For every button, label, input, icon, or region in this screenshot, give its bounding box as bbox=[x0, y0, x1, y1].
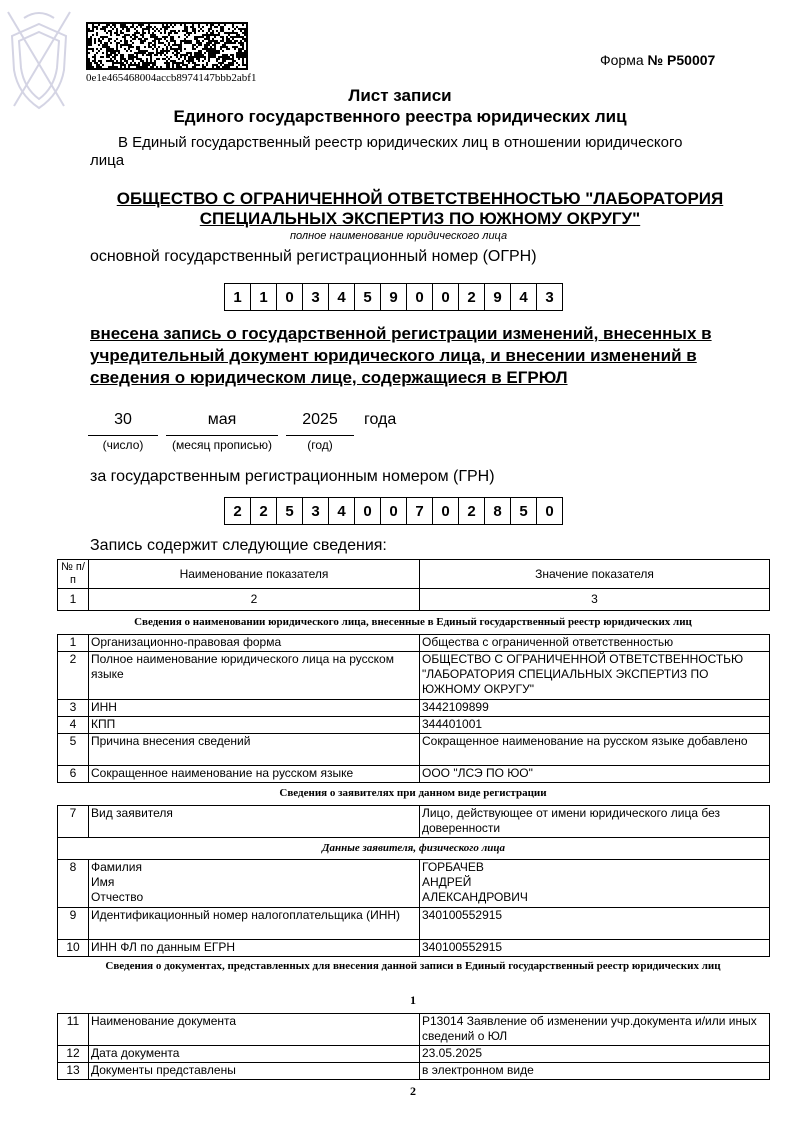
org-name-caption: полное наименование юридического лица bbox=[290, 230, 508, 242]
intro-text: В Единый государственный реестр юридических лиц в отношении юридического лица bbox=[90, 134, 683, 169]
table-row bbox=[58, 700, 770, 717]
row-value: 3442109899 bbox=[420, 700, 770, 717]
grn-digit: 8 bbox=[485, 498, 511, 524]
ogrn-digit: 1 bbox=[225, 284, 251, 310]
ogrn-digit: 9 bbox=[485, 284, 511, 310]
grn-digit-boxes bbox=[224, 497, 563, 525]
applicant-subheader: Данные заявителя, физического лица bbox=[58, 838, 770, 860]
grn-digit: 5 bbox=[277, 498, 303, 524]
row-number: 1 bbox=[58, 635, 89, 652]
grn-digit: 4 bbox=[329, 498, 355, 524]
row-number: 6 bbox=[58, 766, 89, 783]
ogrn-digit: 4 bbox=[511, 284, 537, 310]
ogrn-digit: 0 bbox=[407, 284, 433, 310]
row-value bbox=[420, 860, 770, 908]
date-year-caption: (год) bbox=[307, 438, 333, 452]
section-title-documents: Сведения о документах, представленных для внесения данной записи в Единый государственный реестр юридических лиц bbox=[105, 960, 721, 972]
row-name: КПП bbox=[89, 717, 420, 734]
ogrn-digit: 2 bbox=[459, 284, 485, 310]
table-header bbox=[57, 559, 770, 611]
ogrn-digit-boxes bbox=[224, 283, 563, 311]
row-value: Лицо, действующее от имени юридического лица без доверенности bbox=[420, 806, 770, 838]
grn-digit: 0 bbox=[381, 498, 407, 524]
row-value: 340100552915 bbox=[420, 908, 770, 940]
table-section-name bbox=[57, 634, 770, 783]
surname-label: Фамилия bbox=[91, 860, 142, 874]
table-row bbox=[58, 806, 770, 838]
table-row bbox=[58, 1063, 770, 1080]
row-value: 344401001 bbox=[420, 717, 770, 734]
table-section-applicants bbox=[57, 805, 770, 957]
row-number: 3 bbox=[58, 700, 89, 717]
table-row bbox=[58, 635, 770, 652]
row-number: 11 bbox=[58, 1014, 89, 1046]
section-title-applicants: Сведения о заявителях при данном виде регистрации bbox=[279, 787, 547, 799]
row-name: Полное наименование юридического лица на русском языке bbox=[89, 652, 420, 700]
row-value: 23.05.2025 bbox=[420, 1046, 770, 1063]
col-index: 1 bbox=[58, 589, 89, 611]
ogrn-digit: 1 bbox=[251, 284, 277, 310]
row-number: 4 bbox=[58, 717, 89, 734]
grn-digit: 2 bbox=[459, 498, 485, 524]
row-name bbox=[89, 860, 420, 908]
row-name: Вид заявителя bbox=[89, 806, 420, 838]
barcode-code: 0e1e465468004accb8974147bbb2abf1 bbox=[86, 72, 257, 84]
document-subtitle: Единого государственного реестра юридических лиц bbox=[173, 107, 627, 126]
org-full-name: ОБЩЕСТВО С ОГРАНИЧЕННОЙ ОТВЕТСТВЕННОСТЬЮ "ЛАБОРАТОРИЯ СПЕЦИАЛЬНЫХ ЭКСПЕРТИЗ ПО ЮЖНОМУ ОКРУГУ" bbox=[116, 189, 724, 228]
row-number: 9 bbox=[58, 908, 89, 940]
row-number: 12 bbox=[58, 1046, 89, 1063]
grn-digit: 3 bbox=[303, 498, 329, 524]
barcode bbox=[86, 22, 248, 70]
row-name: ИНН ФЛ по данным ЕГРН bbox=[89, 940, 420, 957]
ogrn-digit: 3 bbox=[303, 284, 329, 310]
document-title: Лист записи bbox=[348, 86, 452, 105]
table-row bbox=[58, 766, 770, 783]
content-label: Запись содержит следующие сведения: bbox=[90, 537, 387, 554]
table-row bbox=[58, 860, 770, 908]
row-number: 13 bbox=[58, 1063, 89, 1080]
ogrn-digit: 0 bbox=[433, 284, 459, 310]
grn-digit: 0 bbox=[545, 502, 554, 520]
row-value: ООО "ЛСЭ ПО ЮО" bbox=[420, 766, 770, 783]
row-number: 5 bbox=[58, 734, 89, 766]
ogrn-label: основной государственный регистрационный номер (ОГРН) bbox=[90, 248, 537, 265]
row-name: Идентификационный номер налогоплательщика (ИНН) bbox=[89, 908, 420, 940]
row-number: 7 bbox=[58, 806, 89, 838]
row-name: Сокращенное наименование на русском языке bbox=[89, 766, 420, 783]
col-value-header: Значение показателя bbox=[420, 560, 770, 589]
date-day: 30 bbox=[114, 411, 132, 428]
row-value: Р13014 Заявление об изменении учр.документа и/или иных сведений о ЮЛ bbox=[420, 1014, 770, 1046]
grn-digit: 0 bbox=[433, 498, 459, 524]
ogrn-digit: 9 bbox=[381, 284, 407, 310]
row-name: Документы представлены bbox=[89, 1063, 420, 1080]
ogrn-digit: 4 bbox=[329, 284, 355, 310]
document-index: 1 bbox=[410, 993, 416, 1007]
table-row bbox=[58, 908, 770, 940]
patronymic-value: АЛЕКСАНДРОВИЧ bbox=[422, 890, 528, 904]
date-day-caption: (число) bbox=[102, 438, 144, 452]
row-value: ОБЩЕСТВО С ОГРАНИЧЕННОЙ ОТВЕТСТВЕННОСТЬЮ "ЛАБОРАТОРИЯ СПЕЦИАЛЬНЫХ ЭКСПЕРТИЗ ПО ЮЖНОМУ ОКРУГУ" bbox=[420, 652, 770, 700]
row-value: в электронном виде bbox=[420, 1063, 770, 1080]
grn-label: за государственным регистрационным номером (ГРН) bbox=[90, 468, 495, 485]
table-row bbox=[58, 940, 770, 957]
first-name-label: Имя bbox=[91, 875, 115, 889]
row-number: 10 bbox=[58, 940, 89, 957]
surname-value: ГОРБАЧЕВ bbox=[422, 860, 484, 874]
date-year-underline bbox=[286, 435, 354, 436]
row-name: Наименование документа bbox=[89, 1014, 420, 1046]
first-name-value: АНДРЕЙ bbox=[422, 875, 472, 889]
page-number: 2 bbox=[410, 1084, 416, 1098]
row-name: Организационно-правовая форма bbox=[89, 635, 420, 652]
col-index: 2 bbox=[89, 589, 420, 611]
date-month: мая bbox=[207, 411, 237, 428]
form-label: Форма № Р50007 bbox=[600, 52, 716, 68]
ogrn-digit: 5 bbox=[355, 284, 381, 310]
table-row bbox=[58, 652, 770, 700]
row-value: Сокращенное наименование на русском языке добавлено bbox=[420, 734, 770, 766]
grn-digit: 2 bbox=[225, 498, 251, 524]
table-row bbox=[58, 717, 770, 734]
table-section-documents bbox=[57, 1013, 770, 1080]
table-row bbox=[58, 1046, 770, 1063]
patronymic-label: Отчество bbox=[91, 890, 144, 904]
col-name-header: Наименование показателя bbox=[89, 560, 420, 589]
row-number: 2 bbox=[58, 652, 89, 700]
ogrn-digit: 0 bbox=[277, 284, 303, 310]
table-row bbox=[58, 1014, 770, 1046]
grn-digit: 0 bbox=[355, 498, 381, 524]
grn-digit: 2 bbox=[251, 498, 277, 524]
row-name: Причина внесения сведений bbox=[89, 734, 420, 766]
registration-statement: внесена запись о государственной регистрации изменений, внесенных в учредительный документ юридического лица, и внесении изменений в сведения о юридическом лице, содержащиеся в ЕГРЮЛ bbox=[90, 324, 712, 387]
grn-digit: 5 bbox=[511, 498, 537, 524]
row-name: Дата документа bbox=[89, 1046, 420, 1063]
date-year: 2025 bbox=[302, 411, 338, 428]
row-number: 8 bbox=[58, 860, 89, 908]
col-index: 3 bbox=[420, 589, 770, 611]
date-day-underline bbox=[88, 435, 158, 436]
row-value: Общества с ограниченной ответственностью bbox=[420, 635, 770, 652]
date-word: года bbox=[364, 411, 397, 428]
form-number: № Р50007 bbox=[647, 52, 716, 68]
section-title-name: Сведения о наименовании юридического лица, внесенные в Единый государственный реестр юридических лиц bbox=[134, 616, 692, 628]
ogrn-digit: 3 bbox=[545, 288, 554, 306]
table-row bbox=[58, 734, 770, 766]
grn-digit: 7 bbox=[407, 498, 433, 524]
date-month-underline bbox=[166, 435, 278, 436]
table-subheader-row bbox=[58, 838, 770, 860]
row-value: 340100552915 bbox=[420, 940, 770, 957]
col-num-header: № п/п bbox=[58, 560, 89, 589]
row-name: ИНН bbox=[89, 700, 420, 717]
date-month-caption: (месяц прописью) bbox=[172, 438, 272, 452]
